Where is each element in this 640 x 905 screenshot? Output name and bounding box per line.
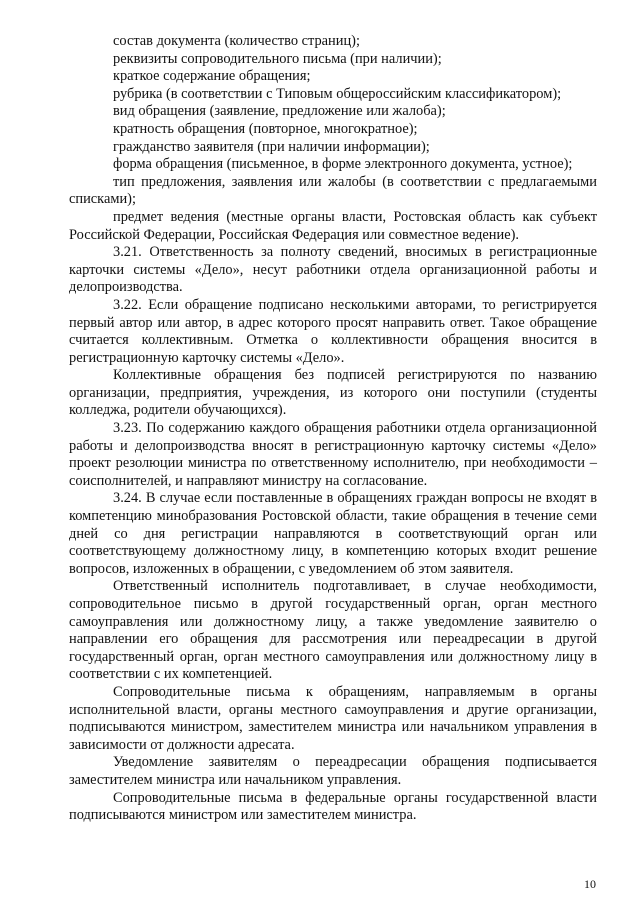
list-item: тип предложения, заявления или жалобы (в соответствии с предлагаемыми списками); (69, 173, 597, 208)
paragraph-3-23: 3.23. По содержанию каждого обращения работники отдела организационной работы и делопроизводства вносят в регистрационную карточку системы «Дело» проект резолюции министра по ответственному исполнителю, при необходимости – соисполнителей, и направляют министру на согласование. (69, 420, 597, 489)
list-item: краткое содержание обращения; (113, 68, 311, 85)
page-body (69, 33, 597, 825)
list-item: реквизиты сопроводительного письма (при наличии); (113, 50, 442, 67)
list-item: кратность обращения (повторное, многократное); (113, 120, 418, 137)
paragraph-responsible: Ответственный исполнитель подготавливает, в случае необходимости, сопроводительное письмо в другой государственный орган, орган местного самоуправления или должностному лицу, а также уведомление заявителю о направлении его обращения для рассмотрения или переадресации в другой государственный орган, орган местного самоуправления или должностному лицу в соответствии с их компетенцией. (69, 578, 597, 683)
paragraph-3-21: 3.21. Ответственность за полноту сведений, вносимых в регистрационные карточки системы «Дело», несут работники отдела организационной работы и делопроизводства. (69, 244, 597, 296)
paragraph-3-22: 3.22. Если обращение подписано несколькими авторами, то регистрируется первый автор или автор, в адрес которого просят направить ответ. Такое обращение считается коллективным. Отметка о коллективности обращения вносится в регистрационную карточку системы «Дело». (69, 296, 597, 366)
list-item: вид обращения (заявление, предложение или жалоба); (113, 103, 446, 120)
page-number: 10 (584, 877, 596, 891)
paragraph-3-24: 3.24. В случае если поставленные в обращениях граждан вопросы не входят в компетенцию минобразования Ростовской области, такие обращения в течение семи дней со дня регистрации направляются в соответствующий орган или соответствующему должностному лицу, в компетенцию которых входит решение вопросов, изложенных в обращении, с уведомлением об этом заявителя. (69, 490, 597, 577)
paragraph-federal: Сопроводительные письма в федеральные органы государственной власти подписываются министром или заместителем министра. (69, 789, 597, 824)
list-item: состав документа (количество страниц); (113, 33, 360, 49)
list-item: рубрика (в соответствии с Типовым общероссийским классификатором); (113, 85, 562, 102)
paragraph-cover-letters: Сопроводительные письма к обращениям, направляемым в органы исполнительной власти, органы местного самоуправления и другие организации, подписываются министром, заместителем министра или начальником управления в зависимости от должности адресата. (69, 683, 597, 753)
paragraph-collective: Коллективные обращения без подписей регистрируются по названию организации, предприятия, учреждения, из которого они поступили (студенты колледжа, родители обучающихся). (69, 367, 597, 419)
list-item: предмет ведения (местные органы власти, Ростовская область как субъект Российской Федерации, Российская Федерация или совместное ведение). (69, 208, 597, 243)
paragraph-notification: Уведомление заявителям о переадресации обращения подписывается заместителем министра или начальником управления. (69, 754, 597, 788)
list-item: форма обращения (письменное, в форме электронного документа, устное); (113, 156, 573, 173)
list-item: гражданство заявителя (при наличии информации); (113, 138, 430, 155)
